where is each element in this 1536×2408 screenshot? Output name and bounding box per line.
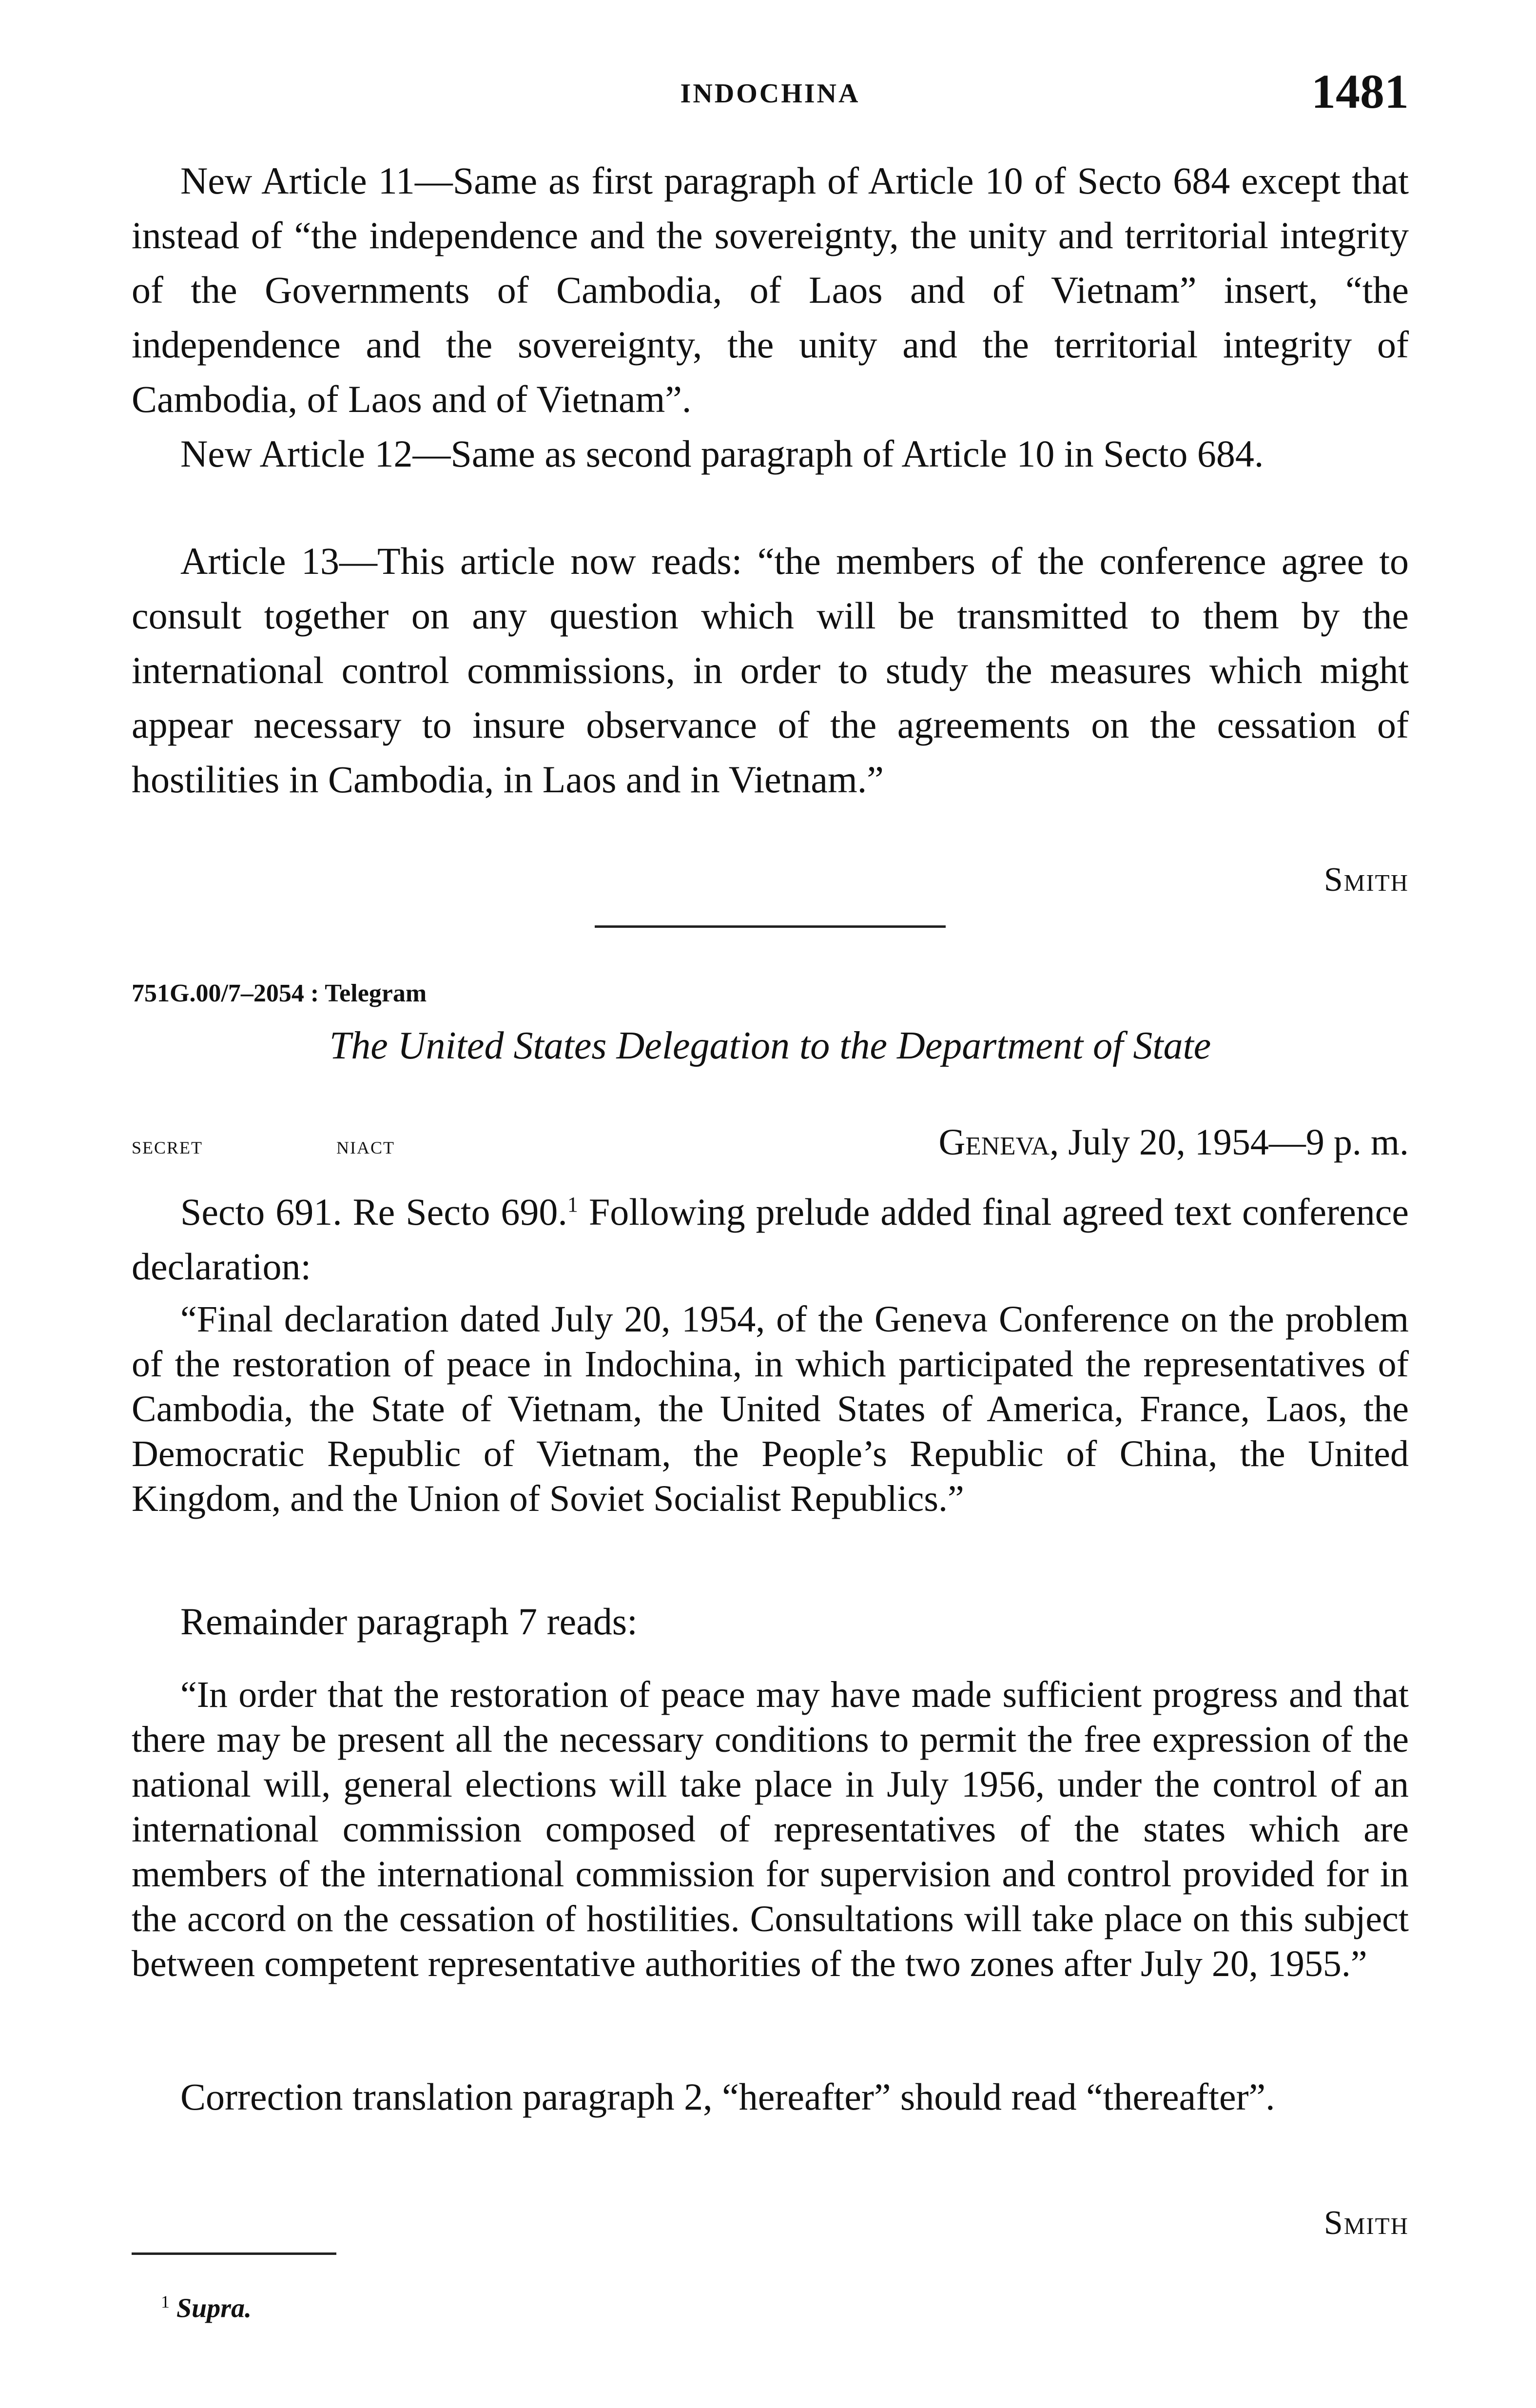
paragraph-remainder: Remainder paragraph 7 reads:	[180, 1600, 638, 1643]
running-title: INDOCHINA	[680, 78, 860, 109]
document-reference: 751G.00/7–2054 : Telegram	[132, 979, 427, 1007]
quote-final-declaration: “Final declaration dated July 20, 1954, of the Geneva Conference on the problem of the restoration of peace in Indochina, in which participated the representatives of Cambodia, the State of Vietnam, the United States of America, France, Laos, the Democratic Republic of Vietnam, the People’s Republic of China, the United Kingdom, and the Union of Soviet Socialist Republics.”	[132, 1299, 1409, 1519]
dateline-date: , July 20, 1954—9 p. m.	[1050, 1122, 1409, 1163]
dateline-place: Geneva	[938, 1122, 1050, 1163]
classification-line	[132, 1121, 1409, 1175]
paragraph-article-13: Article 13—This article now reads: “the members of the conference agree to consult together on any question which will be transmitted to them by the international control commissions, in order to study the measures which might appear necessary to insure observance of the agreements on the cessation of hostilities in Cambodia, in Laos and in Vietnam.”	[132, 540, 1409, 801]
classification-niact: niact	[336, 1132, 395, 1159]
paragraph-new-article-12: New Article 12—Same as second paragraph of Article 10 in Secto 684.	[180, 432, 1264, 475]
footnote	[161, 2291, 252, 2324]
classification-secret: secret	[132, 1132, 203, 1159]
paragraph-correction: Correction translation paragraph 2, “hereafter” should read “thereafter”.	[180, 2075, 1275, 2118]
paragraph-new-article-11: New Article 11—Same as first paragraph of Article 10 of Secto 684 except that instead of “the independence and the sovereignty, the unity and territorial integrity of the Governments of Cambodia, of Laos and of Vietnam” insert, “the independence and the sovereignty, the unity and the territorial integrity of Cambodia, of Laos and of Vietnam”.	[132, 159, 1409, 420]
section-divider	[595, 925, 946, 928]
dateline	[939, 1121, 1409, 1164]
intro-text-continued: Following prelude added final agreed text conference declaration:	[132, 1191, 1409, 1288]
footnote-text: Supra.	[176, 2293, 252, 2324]
quote-paragraph-7: “In order that the restoration of peace may have made sufficient progress and that there may be present all the necessary conditions to permit the free expression of the national will, general elections will take place in July 1956, under the control of an international commission composed of representatives of the states which are members of the international commission for supervision and control provided for in the accord on the cessation of hostilities. Consultations will take place on this subject between competent representative authorities of the two zones after July 20, 1955.”	[132, 1674, 1409, 1984]
document-heading: The United States Delegation to the Department of State	[329, 1024, 1211, 1067]
signature-smith-1: Smith	[1323, 861, 1409, 899]
footnote-marker: 1	[161, 2292, 170, 2311]
signature-smith-2: Smith	[1323, 2204, 1409, 2242]
intro-text: Secto 691. Re Secto 690.	[180, 1191, 567, 1233]
footnote-rule	[132, 2252, 336, 2255]
paragraph-intro	[132, 1177, 1409, 1294]
footnote-reference: 1	[567, 1193, 578, 1216]
page-number: 1481	[1311, 64, 1409, 118]
running-head	[132, 63, 1409, 127]
